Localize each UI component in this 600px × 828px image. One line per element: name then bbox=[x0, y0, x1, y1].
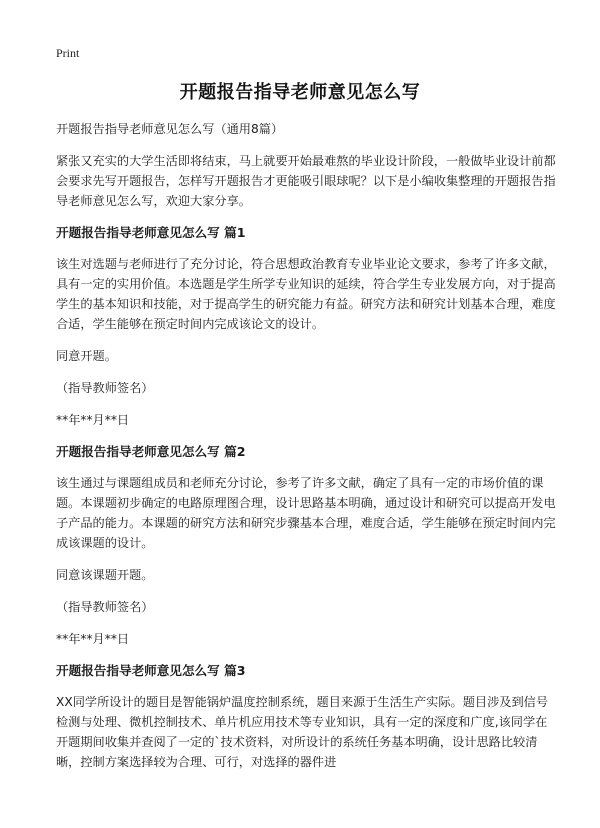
section-approval-2: 同意该课题开题。 bbox=[56, 568, 154, 582]
section-body-2: 该生通过与课题组成员和老师充分讨论，参考了许多文献，确定了具有一定的市场价值的课题。本课题初步确定的电路原理图合理，设计思路基本明确，通过设计和研究可以提高开发电子产品的能力。本课题的研究方法和研究步骤基本合理，难度合适，学生能够在预定时间内完成该课题的设计。 bbox=[56, 476, 556, 550]
print-link[interactable]: Print bbox=[56, 46, 80, 60]
section-heading-3: 开题报告指导老师意见怎么写 篇3 bbox=[56, 663, 246, 678]
section-signature-1: （指导教师签名） bbox=[56, 381, 154, 395]
intro-paragraph: 紧张又充实的大学生活即将结束，马上就要开始最难熬的毕业设计阶段，一般做毕业设计前都会要求先写开题报告，怎样写开题报告才更能吸引眼球呢？以下是小编收集整理的开题报告指导老师意见怎么写，欢迎大家分享。 bbox=[56, 154, 556, 208]
section-signature-2: （指导教师签名） bbox=[56, 600, 154, 614]
section-heading-1: 开题报告指导老师意见怎么写 篇1 bbox=[56, 225, 246, 240]
section-body-1: 该生对选题与老师进行了充分讨论，符合思想政治教育专业毕业论文要求，参考了许多文献，具有一定的实用价值。本选题是学生所学专业知识的延续，符合学生专业发展方向，对于提高学生的基本知识和技能，对于提高学生的研究能力有益。研究方法和研究计划基本合理，难度合适，学生能够在预定时间内完成该论文的设计。 bbox=[56, 257, 556, 331]
section-date-1: **年**月**日 bbox=[56, 413, 130, 427]
subtitle: 开题报告指导老师意见怎么写（通用8篇） bbox=[56, 122, 284, 136]
section-date-2: **年**月**日 bbox=[56, 632, 130, 646]
page-title: 开题报告指导老师意见怎么写 bbox=[179, 82, 421, 103]
section-body-3: XX同学所设计的题目是智能锅炉温度控制系统，题目来源于生活生产实际。题目涉及到信号检测与处理、微机控制技术、单片机应用技术等专业知识，具有一定的深度和广度,该同学在开题期间收集并查阅了一定的`技术资料，对所设计的系统任务基本明确，设计思路比较清晰，控制方案选择较为合理、可行，对选择的器件进 bbox=[56, 695, 549, 769]
section-heading-2: 开题报告指导老师意见怎么写 篇2 bbox=[56, 444, 246, 459]
section-approval-1: 同意开题。 bbox=[56, 349, 117, 363]
document-body bbox=[56, 119, 556, 784]
